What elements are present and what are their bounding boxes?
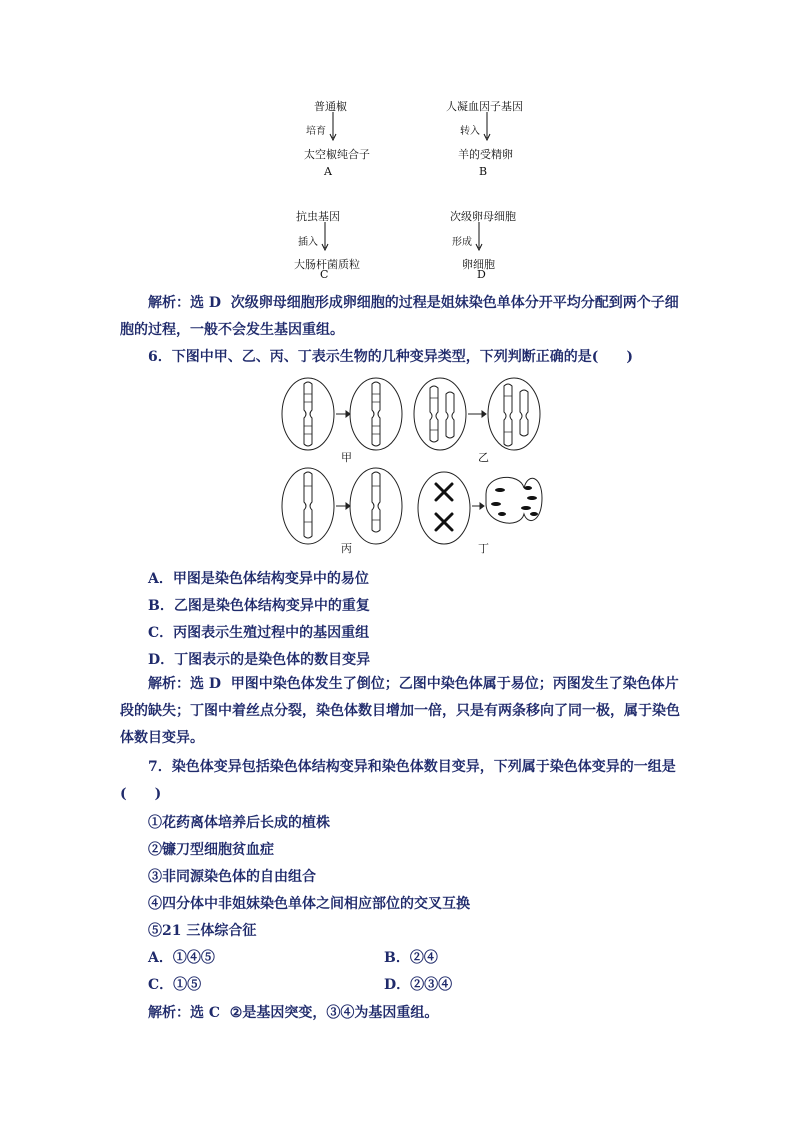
figure-label-bing: 丙 bbox=[341, 542, 352, 555]
q7-analysis bbox=[148, 1002, 438, 1022]
q6-option-a: A．甲图是染色体结构变异中的易位 bbox=[148, 571, 369, 587]
q6-stem: 6．下图中甲、乙、丙、丁表示生物的几种变异类型，下列判断正确的是( ) bbox=[148, 349, 633, 365]
q7-option-a: A．①④⑤ bbox=[148, 950, 215, 966]
flow-b-letter: B bbox=[479, 165, 488, 178]
q5-analysis bbox=[120, 290, 680, 344]
flow-a-top: 普通椒 bbox=[314, 100, 347, 113]
q7-option-d: D．②③④ bbox=[384, 977, 453, 993]
q6-analysis bbox=[120, 671, 680, 752]
q6-analysis-label: 解析：选 D bbox=[148, 676, 222, 692]
figure-label-jia: 甲 bbox=[341, 451, 352, 464]
q6-option-c: C．丙图表示生殖过程中的基因重组 bbox=[148, 625, 370, 641]
q7-item-2: ②镰刀型细胞贫血症 bbox=[148, 842, 274, 858]
q7-item-1: ①花药离体培养后长成的植株 bbox=[148, 815, 330, 831]
flow-d-bottom: 卵细胞 bbox=[462, 258, 495, 271]
q7-item-3: ③非同源染色体的自由组合 bbox=[148, 869, 316, 885]
q7-option-c: C．①⑤ bbox=[148, 977, 202, 993]
figure-label-yi: 乙 bbox=[478, 451, 489, 464]
q5-analysis-label: 解析：选 D bbox=[148, 295, 222, 311]
flow-b-verb: 转入 bbox=[460, 126, 480, 137]
flow-b-top: 人凝血因子基因 bbox=[446, 100, 523, 113]
flow-a-verb: 培育 bbox=[306, 126, 326, 137]
flow-a-bottom: 太空椒纯合子 bbox=[304, 148, 370, 161]
q7-option-b: B．②④ bbox=[384, 950, 438, 966]
q7-analysis-label: 解析：选 C bbox=[148, 1005, 221, 1021]
flow-b-bottom: 羊的受精卵 bbox=[458, 148, 513, 161]
flow-a-letter: A bbox=[324, 165, 332, 178]
arrow-down-icon bbox=[474, 222, 484, 252]
q7-stem: 7．染色体变异包括染色体结构变异和染色体数目变异，下列属于染色体变异的一组是( ) bbox=[120, 759, 676, 802]
flow-c-verb: 插入 bbox=[298, 237, 318, 248]
arrow-down-icon bbox=[328, 112, 338, 142]
flow-c-top: 抗虫基因 bbox=[296, 210, 340, 223]
chromosome-variation-figure bbox=[280, 374, 550, 554]
q7-item-5: ⑤21 三体综合征 bbox=[148, 923, 257, 939]
q6-option-b: B．乙图是染色体结构变异中的重复 bbox=[148, 598, 370, 614]
flow-c-bottom: 大肠杆菌质粒 bbox=[294, 258, 360, 271]
flow-d-top: 次级卵母细胞 bbox=[450, 210, 516, 223]
q7-item-4: ④四分体中非姐妹染色单体之间相应部位的交叉互换 bbox=[148, 896, 470, 912]
q6-option-d: D．丁图表示的是染色体的数目变异 bbox=[148, 652, 371, 668]
q5-analysis-text: 次级卵母细胞形成卵细胞的过程是姐妹染色单体分开平均分配到两个子细胞的过程，一般不会发生基因重组。 bbox=[120, 295, 679, 338]
figure-label-ding: 丁 bbox=[478, 542, 489, 555]
q6-analysis-text: 甲图中染色体发生了倒位；乙图中染色体属于易位；丙图发生了染色体片段的缺失；丁图中着丝点分裂，染色体数目增加一倍，只是有两条移向了同一极，属于染色体数目变异。 bbox=[120, 676, 680, 746]
flow-d-verb: 形成 bbox=[452, 237, 472, 248]
arrow-down-icon bbox=[320, 222, 330, 252]
arrow-down-icon bbox=[482, 112, 492, 142]
q7-analysis-text: ②是基因突变，③④为基因重组。 bbox=[229, 1005, 439, 1021]
flow-c-letter: C bbox=[320, 268, 329, 281]
flow-d-letter: D bbox=[477, 268, 486, 281]
